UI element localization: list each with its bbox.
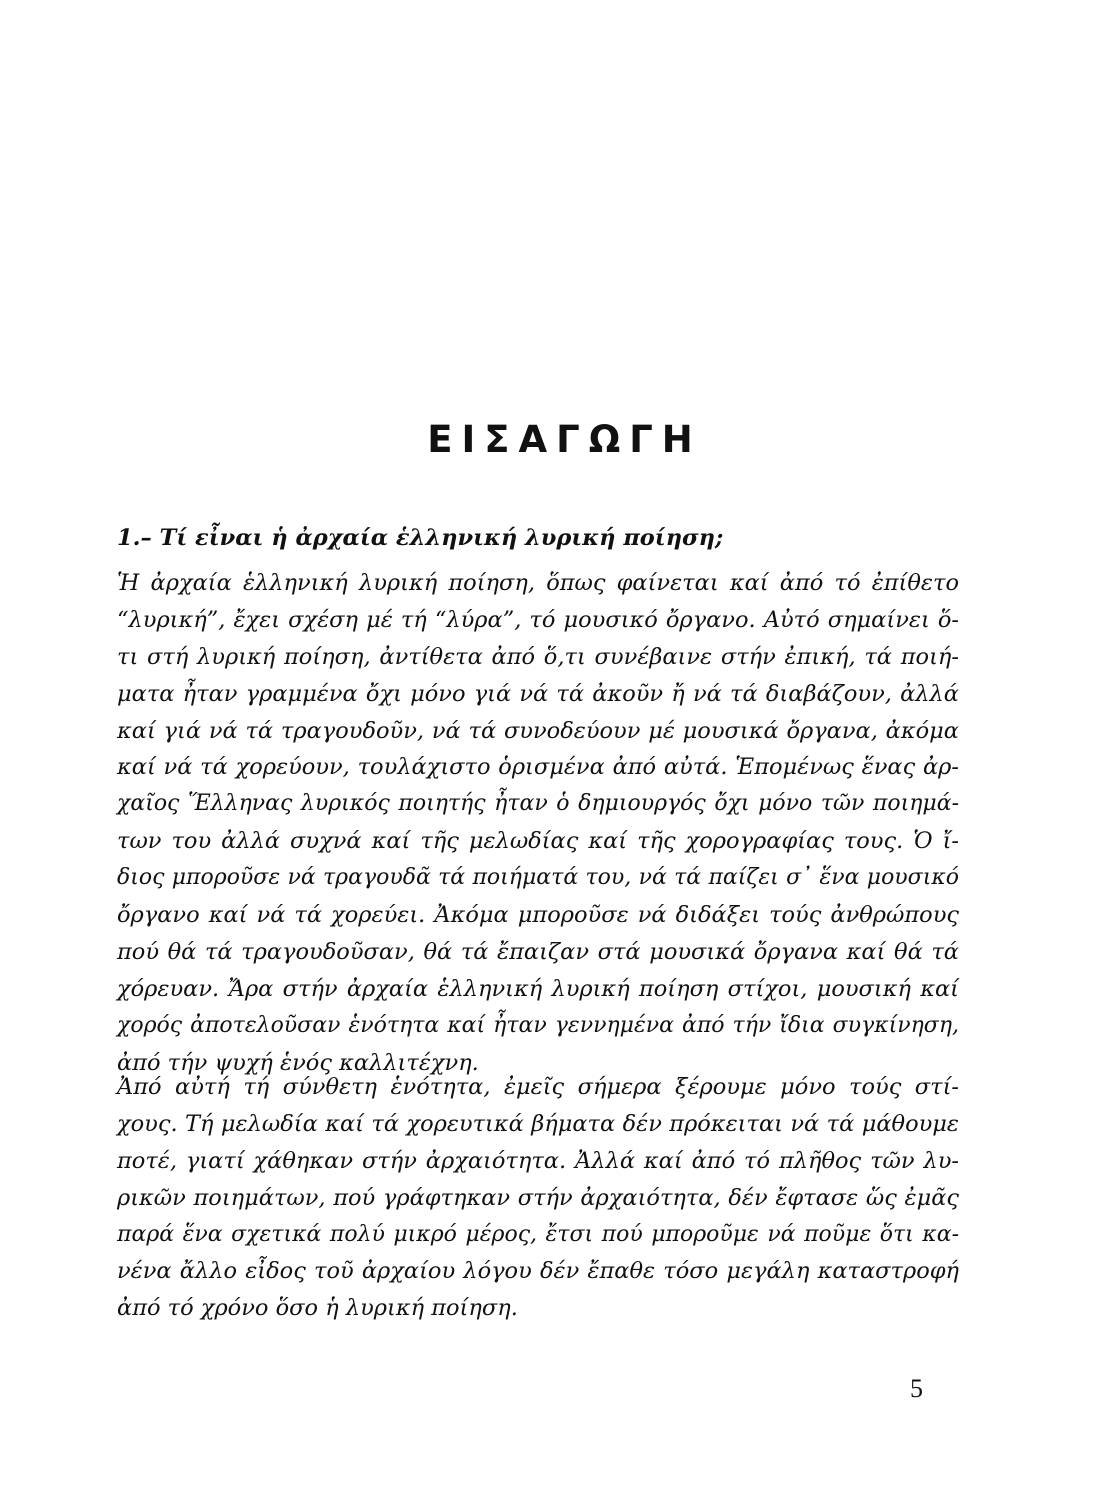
paragraph-line: “λυρική”, ἔχει σχέση μέ τή “λύρα”, τό μουσικό ὄργανο. Αὐτό σημαίνει ὅ- bbox=[117, 606, 959, 633]
paragraph-line: ὄργανο καί νά τά χορεύει. Ἀκόμα μποροῦσε νά διδάξει τούς ἀνθρώπους bbox=[117, 902, 959, 929]
paragraph-line: χαῖος Ἕλληνας λυρικός ποιητής ἦταν ὁ δημιουργός ὄχι μόνο τῶν ποιημά- bbox=[117, 791, 959, 817]
paragraph-line: καί νά τά χορεύουν, τουλάχιστο ὁρισμένα ἀπό αὐτά. Ἑπομένως ἕνας ἀρ- bbox=[117, 754, 959, 781]
paragraph-line: χους. Τή μελωδία καί τά χορευτικά βήματα δέν πρόκειται νά τά μάθουμε bbox=[117, 1110, 959, 1137]
section-number: 1.– bbox=[117, 525, 152, 551]
paragraph-line: νένα ἄλλο εἶδος τοῦ ἀρχαίου λόγου δέν ἔπαθε τόσο μεγάλη καταστροφή bbox=[117, 1258, 959, 1285]
paragraph-line: διος μποροῦσε νά τραγουδᾶ τά ποιήματά του, νά τά παίζει σ᾽ ἕνα μουσικό bbox=[117, 865, 959, 891]
paragraph-line: των του ἀλλά συχνά καί τῆς μελωδίας καί τῆς χορογραφίας τους. Ὁ ἴ- bbox=[117, 828, 959, 855]
paragraph-line: ποτέ, γιατί χάθηκαν στήν ἀρχαιότητα. Ἀλλά καί ἀπό τό πλῆθος τῶν λυ- bbox=[117, 1147, 959, 1174]
page-number: 5 bbox=[910, 1374, 923, 1403]
paragraph-line: ματα ἦταν γραμμένα ὄχι μόνο γιά νά τά ἀκοῦν ἤ νά τά διαβάζουν, ἀλλά bbox=[117, 680, 959, 707]
paragraph-line: καί γιά νά τά τραγουδοῦν, νά τά συνοδεύουν μέ μουσικά ὄργανα, ἀκόμα bbox=[117, 717, 959, 744]
paragraph-2 bbox=[117, 1069, 959, 1327]
paragraph-line: ἀπό τό χρόνο ὅσο ἡ λυρική ποίηση. bbox=[117, 1295, 518, 1322]
paragraph-line: χορός ἀποτελοῦσαν ἑνότητα καί ἦταν γεννημένα ἀπό τήν ἴδια συγκίνηση, bbox=[117, 1012, 959, 1038]
section-heading bbox=[117, 525, 723, 551]
paragraph-line: τι στή λυρική ποίηση, ἀντίθετα ἀπό ὅ,τι συνέβαινε στήν ἐπική, τά ποιή- bbox=[117, 643, 959, 670]
paragraph-line: Ἀπό αὐτή τή σύνθετη ἑνότητα, ἐμεῖς σήμερα ξέρουμε μόνο τούς στί- bbox=[117, 1074, 959, 1100]
paragraph-line: πού θά τά τραγουδοῦσαν, θά τά ἔπαιζαν στά μουσικά ὄργανα καί θά τά bbox=[117, 938, 959, 965]
paragraph-line: χόρευαν. Ἄρα στήν ἀρχαία ἑλληνική λυρική ποίηση στίχοι, μουσική καί bbox=[117, 975, 959, 1002]
paragraph-1 bbox=[117, 565, 959, 1081]
paragraph-line: Ἡ ἀρχαία ἑλληνική λυρική ποίηση, ὅπως φαίνεται καί ἀπό τό ἐπίθετο bbox=[117, 570, 959, 596]
section-heading-text: Τί εἶναι ἡ ἀρχαία ἑλληνική λυρική ποίηση; bbox=[159, 525, 724, 551]
paragraph-line: ρικῶν ποιημάτων, πού γράφτηκαν στήν ἀρχαιότητα, δέν ἔφτασε ὥς ἐμᾶς bbox=[117, 1184, 959, 1211]
paragraph-line: ἀπό τήν ψυχή ἑνός καλλιτέχνη. bbox=[117, 1049, 479, 1076]
paragraph-line: παρά ἕνα σχετικά πολύ μικρό μέρος, ἔτσι πού μποροῦμε νά ποῦμε ὅτι κα- bbox=[117, 1221, 959, 1247]
chapter-title: ΕΙΣΑΓΩΓΗ bbox=[427, 418, 702, 461]
